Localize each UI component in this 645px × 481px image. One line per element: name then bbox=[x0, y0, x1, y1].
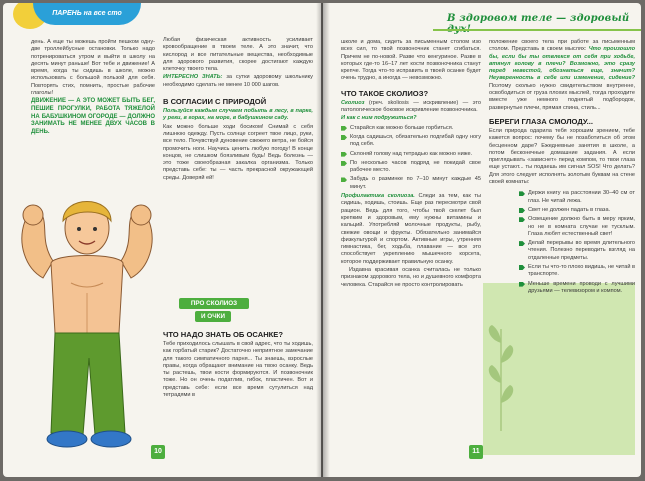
activity-text: Любая физическая активность усиливает кровообращение в твоем теле. А это значит, что кислород и все питательные вещества, необходимые для здорового развития, скорее достигают каждую клеточку твоего тела. bbox=[163, 37, 313, 73]
book-gutter bbox=[316, 3, 330, 477]
page-number-left: 10 bbox=[151, 445, 165, 459]
boy-illustration bbox=[3, 183, 173, 458]
scoliosis-question: И как с ним подружиться? bbox=[341, 115, 417, 122]
glasses-pill: И ОЧКИ bbox=[195, 311, 231, 322]
movement-callout: ДВИЖЕНИЕ — А ЭТО МОЖЕТ БЫТЬ БЕГ, ПЕШИЕ ПРОГУЛКИ, РАБОТА ТЯЖЕЛОЙ НА БАБУШКИНОМ ОГОРОДЕ — ДОЛЖНО ЗАНИМАТЬ НЕ МЕНЕЕ ДВУХ ЧАСОВ В ДЕНЬ. bbox=[31, 98, 155, 135]
left-page bbox=[3, 3, 321, 477]
posture-cont-2: Поэтому сколько нужно свидетельством внутренне, освободиться от груза плохих мыслей, тогда проходите вместе уже немного поднятый подбородок, развернутые плечи, прямая спина, стиль... bbox=[489, 82, 635, 111]
interest-text: за сутки здоровому школьнику необходимо сделать не менее 10 000 шагов. bbox=[163, 74, 313, 88]
right-page bbox=[323, 3, 641, 477]
leaf-decoration bbox=[484, 323, 518, 433]
interest-lead: ИНТЕРЕСНО ЗНАТЬ: bbox=[163, 74, 223, 81]
scoliosis-term: Сколиоз bbox=[341, 99, 365, 106]
list-item: Если ты что-то плохо видишь, не читай в транспорте. bbox=[519, 264, 635, 279]
scoliosis-heading: ЧТО ТАКОЕ СКОЛИОЗ? bbox=[341, 88, 429, 98]
scoliosis-bullets bbox=[341, 125, 481, 191]
prevention-lead: Профилактика сколиоза. bbox=[341, 193, 415, 200]
posture-end-text: Издавна красивая осанка считалась не только признаком здорового тела, но и душевного комфорта человека. Старайся не просто контролировать bbox=[341, 267, 481, 288]
title-underline bbox=[433, 29, 641, 31]
prevention-text: Следи за тем, как ты сидишь, ходишь, стоишь. Еще раз пересмотри свой рацион. Ведь для того, чтобы твой скелет был крепким и здоровым, ему нужны витамины и кальций. Употребляй молочные продукты, рыбу, свежие овощи и фрукты. Обязательно занимайся физкультурой и спортом. Активные игры, утренняя гимнастика, бег, ходьба, плавание — все это способствует укреплению мышечного корсета, которое поддерживает правильную осанку. bbox=[341, 193, 481, 265]
nature-lead: Пользуйся каждым случаем побыть в лесу, в парке, у реки, в горах, на море, в бабушкином саду. bbox=[163, 108, 313, 122]
list-item: Когда садишься, обязательно подгибай одну ногу под себя. bbox=[341, 134, 481, 149]
section-banner: ПАРЕНЬ на все сто bbox=[33, 3, 141, 25]
page-title: В здоровом теле — здоровый bbox=[447, 13, 630, 24]
nature-heading: В СОГЛАСИИ С ПРИРОДОЙ bbox=[163, 97, 267, 107]
list-item: Держи книгу на расстоянии 30–40 см от глаз. Не читай лежа. bbox=[519, 190, 635, 205]
eye-bullets bbox=[489, 190, 635, 295]
left-col-1 bbox=[31, 39, 155, 136]
list-item: Делай перерывы во время длительного чтения. Полезно переводить взгляд на отдаленные предметы. bbox=[519, 240, 635, 262]
list-item: Старайся как можно больше горбиться. bbox=[341, 125, 481, 132]
scoliosis-pill: ПРО СКОЛИОЗ bbox=[179, 298, 249, 309]
eyes-heading: БЕРЕГИ ГЛАЗА СМОЛОДУ... bbox=[489, 116, 593, 126]
posture-text: Тебе приходилось слышать в свой адрес, что ты ходишь, как горбатый старик? Достаточно неприятное замечание для такого симпатичного парня... Ты знаешь, взрослые правы, когда обращают внимание на твою осанку. Ведь ты растешь, твои кости формируются. И позвоночник тоже. Но он очень податлив, гибок, пластичен. Вот и представь себе: если все время сутулиться над тетрадями в bbox=[163, 341, 313, 399]
page-number-right: 11 bbox=[469, 445, 483, 459]
list-item: Освещение должно быть в меру ярким, но не в комната случае не тусклым. Глаза любят естественный свет! bbox=[519, 216, 635, 238]
posture-heading: ЧТО НАДО ЗНАТЬ ОБ ОСАНКЕ? bbox=[163, 330, 284, 339]
posture-cont: положение своего тела при работе за письменным столом. Представь в своем мыслях: bbox=[489, 39, 635, 53]
list-item: По несколько часов подряд не покидай свое рабочее место. bbox=[341, 160, 481, 175]
left-col-3 bbox=[163, 327, 313, 399]
left-col-2 bbox=[163, 37, 313, 182]
eyes-text: Если природа одарила тебя хорошим зрением, тебе кажется вопрос: почему бы не позаботиться об этом бесценном даре? Ежедневные занятия в школе, а потом бесконечные домашние задания. А если приглядывать «зависнет» перед компом, то твои глаза еще устают... ты подаешь им сигнал SOS! Что делать? Для этого следует исполнять золотым буквам на стене своей комнаты: bbox=[489, 127, 635, 186]
right-col-2 bbox=[489, 39, 635, 297]
scoliosis-definition: (греч. skoliosis — искривление) — это патологическое боковое искривление позвоночника. bbox=[341, 99, 481, 114]
right-col-1 bbox=[341, 39, 481, 289]
list-item: Склоняй голову над тетрадью как можно ниже. bbox=[341, 151, 481, 158]
nature-text: Как можно больше ходи босиком! Снимай с себя лишнюю одежду. Пусть солнце согреет твое лицо, руки, все тело. Почувствуй дуновение свежего ветра, не бойся промочить ноги. Научись ценить любую погоду! В конце концов, не слишком боязливым будь! Ведь болезнь — это тоже своеобразная закалка организма. Только представь себе: ты — часть прекрасной окружающей среды. Доверяй ей! bbox=[163, 123, 313, 181]
spine-text: школе и дома, сидеть за письменным столом изо всех сил, то твой позвоночник станет сгибаться. Причем не по-новой. Разве что кенгуриное. Разве в которых где-то 16–17 лет кости позвоночника станут крепче. Тогда что-то исправить в твоей осанке будет очень трудно, а иногда — невозможно. bbox=[341, 39, 481, 82]
list-item: Свет не должен падать в глаза. bbox=[519, 207, 635, 214]
list-item: Забудь о разминке по 7–10 минут каждые 45 минут. bbox=[341, 176, 481, 191]
list-item: Меньше времени проводи с лучшими друзьями — телевизором и компом. bbox=[519, 281, 635, 296]
posture-question: Что произошло бы, если бы ты отвлекся от себя при ходьбе, втянул голову в плечи? Возможно, это сразу перед невестой, обознаться еще, значит? Неуверенность в себе или изменение, сидение? bbox=[489, 46, 635, 82]
intro-text: день. А еще ты можешь пройти пешком одну-две троллейбусные остановки. Только надо потренироваться утром и выйти в школу на десять минут раньше! Вот тебе и движение! А время, когда ты сидишь в школе, можно использовать с большой пользой для себя. Повторять стих, помнить, простые рабочие глаголы! bbox=[31, 39, 155, 97]
